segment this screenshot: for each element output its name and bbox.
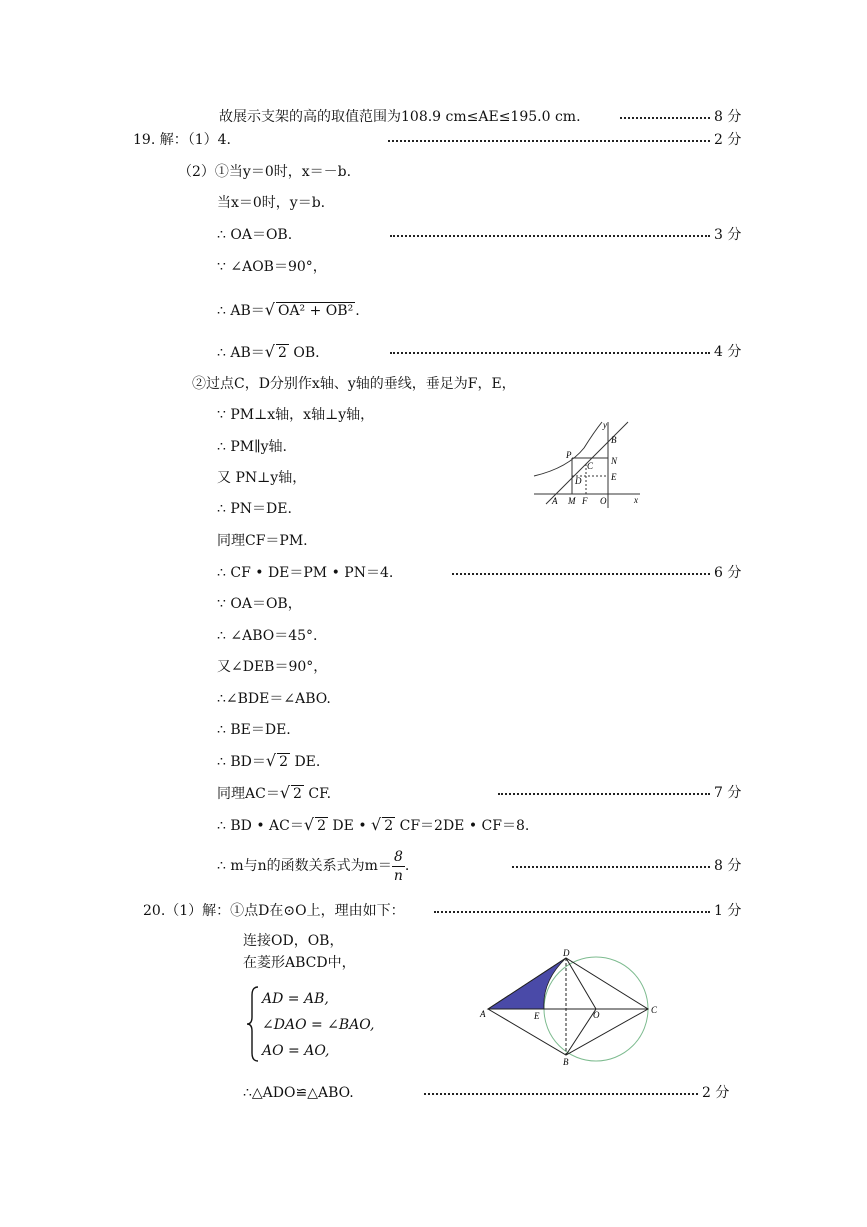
fig1-label: E <box>611 472 617 482</box>
solution-line: ∴ ∠ABO＝45°. <box>217 628 318 644</box>
solution-line: ∴ PN＝DE. <box>217 501 292 517</box>
fig1-label: x <box>634 495 638 505</box>
score-mark: 2 分 <box>714 132 742 148</box>
solution-line: ∴ AB＝√ OA² + OB² . <box>217 300 360 319</box>
fig2-label: C <box>651 1005 658 1015</box>
fig1-label: B <box>611 435 617 445</box>
leader-dots <box>390 235 710 237</box>
solution-line: 连接OD，OB， <box>243 933 344 949</box>
solution-line: 在菱形ABCD中， <box>243 955 356 971</box>
score-mark: 8 分 <box>714 858 742 874</box>
solution-line: ∵ OA＝OB， <box>217 596 302 612</box>
leader-dots <box>620 117 710 119</box>
leader-dots <box>424 1093 698 1095</box>
range-conclusion: 故展示支架的高的取值范围为108.9 cm≤AE≤195.0 cm. <box>219 109 581 125</box>
leader-dots <box>434 911 710 913</box>
fig1-label: P <box>566 450 572 460</box>
solution-line: ∴△ADO≌△ABO. <box>243 1085 354 1101</box>
left-brace <box>245 985 261 1063</box>
score-mark: 6 分 <box>714 565 742 581</box>
score-mark: 8 分 <box>714 109 742 125</box>
solution-line: ∴∠BDE＝∠ABO. <box>217 691 331 707</box>
score-mark: 1 分 <box>714 903 742 919</box>
fig2-label: D <box>563 948 570 958</box>
solution-line: ∴ OA＝OB. <box>217 227 293 243</box>
solution-line: 又 PN⊥y轴， <box>217 470 307 486</box>
fig1-label: y <box>603 420 607 430</box>
solution-line: ∴ CF • DE＝PM • PN＝4. <box>217 565 394 581</box>
solution-line: 同理CF＝PM. <box>217 533 308 549</box>
solution-line: ∴ BD • AC＝√ 2 DE • √ 2 CF＝2DE • CF＝8. <box>217 815 530 834</box>
system-eq: AD = AB, <box>262 991 329 1007</box>
coordinate-figure <box>528 418 648 510</box>
score-mark: 3 分 <box>714 227 742 243</box>
fig1-label: D <box>575 476 582 486</box>
leader-dots <box>452 573 710 575</box>
leader-dots <box>498 793 710 795</box>
score-mark: 4 分 <box>714 344 742 360</box>
solution-line: 同理AC＝√ 2 CF. <box>217 783 332 802</box>
solution-line: ∵ ∠AOB＝90°， <box>217 259 327 275</box>
fig1-label: F <box>582 496 588 506</box>
system-eq: AO = AO, <box>262 1043 330 1059</box>
rhombus-circle-figure <box>478 945 668 1067</box>
solution-line: （2）①当y＝0时，x＝－b. <box>178 164 352 180</box>
fig1-label: N <box>611 456 618 466</box>
solution-line: ②过点C，D分别作x轴、y轴的垂线，垂足为F，E， <box>192 376 516 392</box>
fig2-label: O <box>593 1010 600 1020</box>
score-mark: 2 分 <box>702 1085 730 1101</box>
solution-line: 又∠DEB＝90°， <box>217 659 328 675</box>
solution-line: ∴ BE＝DE. <box>217 722 291 738</box>
solution-line: 当x＝0时，y＝b. <box>217 195 326 211</box>
system-eq: ∠DAO = ∠BAO, <box>262 1017 375 1033</box>
solution-line: ∴ PM∥y轴. <box>217 439 287 455</box>
solution-line: ∴ BD＝√ 2 DE. <box>217 751 321 770</box>
problem-20-part1: 20.（1）解：①点D在⊙O上，理由如下： <box>143 903 405 919</box>
leader-dots <box>388 140 710 142</box>
solution-line: ∴ m与n的函数关系式为m＝ $\frac{8}{n}$ . <box>217 848 410 884</box>
problem-19-part1: 19. 解：（1）4. <box>133 132 231 148</box>
fig2-label: B <box>563 1057 569 1067</box>
fig1-label: M <box>568 496 576 506</box>
leader-dots <box>390 352 710 354</box>
fraction: $\frac{8}{n}$ <box>393 848 403 884</box>
fig2-label: E <box>534 1011 540 1021</box>
leader-dots <box>512 866 710 868</box>
fig1-label: O <box>600 496 607 506</box>
solution-line: ∵ PM⊥x轴，x轴⊥y轴， <box>217 407 375 423</box>
fig1-label: A <box>552 496 558 506</box>
solution-line: ∴ AB＝√ 2 OB. <box>217 342 320 361</box>
fig1-label: C <box>587 461 594 471</box>
score-mark: 7 分 <box>714 785 742 801</box>
fig2-label: A <box>480 1009 486 1019</box>
